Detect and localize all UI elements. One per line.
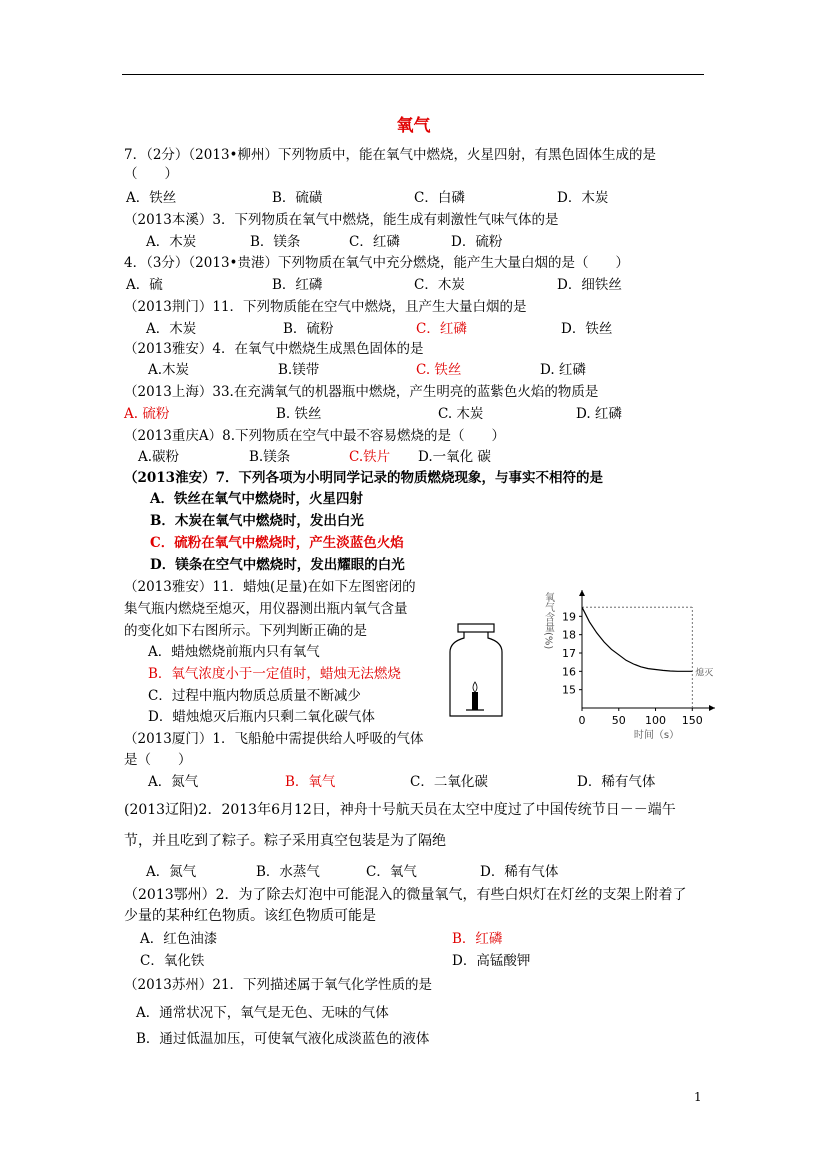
q5-option-c-answer: C. 铁丝 bbox=[416, 362, 462, 378]
q11-option-b: B．水蒸气 bbox=[256, 864, 320, 880]
q11-option-c: C．氧气 bbox=[366, 864, 417, 880]
jar-stopper bbox=[458, 624, 494, 632]
x-tick-label-100: 100 bbox=[645, 714, 667, 727]
q12-option-d: D．高锰酸钾 bbox=[452, 953, 531, 969]
q9-option-c: C．过程中瓶内物质总质量不断减少 bbox=[148, 688, 361, 704]
q6-option-d: D. 红磷 bbox=[576, 406, 622, 422]
q3-option-a: A．硫 bbox=[126, 277, 163, 293]
q2-option-c: C．红磷 bbox=[349, 234, 400, 250]
q6-option-a-answer: A. 硫粉 bbox=[124, 406, 170, 422]
q13-option-b: B．通过低温加压，可使氧气液化成淡蓝色的液体 bbox=[136, 1031, 430, 1047]
candle-flame bbox=[473, 682, 477, 692]
q5-stem: （2013雅安）4．在氧气中燃烧生成黑色固体的是 bbox=[124, 341, 424, 357]
q1-option-c: C．白磷 bbox=[414, 190, 465, 206]
y-tick-label-15: 15 bbox=[562, 683, 576, 697]
q10-stem-cont: 是（ ） bbox=[124, 752, 192, 768]
q10-option-a: A．氮气 bbox=[148, 774, 199, 790]
x-tick-label-150: 150 bbox=[681, 714, 703, 727]
q10-option-c: C．二氧化碳 bbox=[410, 774, 488, 790]
y-tick-label-19: 19 bbox=[562, 610, 576, 624]
q9-stem-line-3: 的变化如下右图所示。下列判断正确的是 bbox=[124, 623, 367, 639]
q4-stem: （2013荆门）11．下列物质能在空气中燃烧，且产生大量白烟的是 bbox=[124, 299, 527, 315]
q6-option-b: B. 铁丝 bbox=[276, 406, 322, 422]
q11-stem-cont: 节，并且吃到了粽子。粽子采用真空包装是为了隔绝 bbox=[124, 833, 446, 849]
q7-option-b: B.镁条 bbox=[249, 449, 291, 465]
q8-option-c-answer: C．硫粉在氧气中燃烧时，产生淡蓝色火焰 bbox=[150, 535, 404, 551]
q9-stem-line-1: （2013雅安）11．蜡烛(足量)在如下左图密闭的 bbox=[124, 579, 416, 595]
q9-option-b-answer: B．氧气浓度小于一定值时，蜡烛无法燃烧 bbox=[148, 666, 401, 682]
q8-option-a: A．铁丝在氧气中燃烧时，火星四射 bbox=[150, 491, 363, 507]
series-line-oxygen bbox=[582, 607, 692, 671]
q13-option-a: A．通常状况下，氧气是无色、无味的气体 bbox=[136, 1005, 389, 1021]
q10-stem: （2013厦门）1．飞船舱中需提供给人呼吸的气体 bbox=[124, 731, 424, 747]
q1-option-a: A．铁丝 bbox=[126, 190, 177, 206]
q11-option-d: D．稀有气体 bbox=[480, 864, 559, 880]
q7-stem: （2013重庆A）8.下列物质在空气中最不容易燃烧的是（ ） bbox=[124, 428, 505, 444]
q3-stem: 4．（3分）（2013•贵港）下列物质在氧气中充分燃烧，能产生大量白烟的是（ ） bbox=[124, 255, 629, 271]
q8-option-d: D．镁条在空气中燃烧时，发出耀眼的白光 bbox=[150, 557, 405, 573]
q4-option-d: D．铁丝 bbox=[561, 321, 613, 337]
q7-option-d: D.一氧化 碳 bbox=[418, 449, 491, 465]
q12-stem: （2013鄂州）2．为了除去灯泡中可能混入的微量氧气，有些白炽灯在灯丝的支架上附着了 bbox=[124, 887, 687, 903]
y-axis-label: 氧气含量(%) bbox=[542, 592, 554, 650]
q4-option-a: A．木炭 bbox=[146, 321, 197, 337]
page-number: 1 bbox=[694, 1090, 702, 1104]
y-tick-label-16: 16 bbox=[562, 665, 576, 679]
q10-option-d: D．稀有气体 bbox=[577, 774, 656, 790]
q9-stem-line-2: 集气瓶内燃烧至熄灭，用仪器测出瓶内氧气含量 bbox=[124, 601, 408, 617]
q2-option-b: B．镁条 bbox=[250, 234, 301, 250]
q3-option-b: B．红磷 bbox=[272, 277, 323, 293]
header-rule bbox=[122, 74, 704, 75]
curve-end-label: 熄灭 bbox=[695, 668, 714, 679]
x-tick-label-0: 0 bbox=[578, 714, 586, 727]
q4-option-b: B．硫粉 bbox=[283, 321, 334, 337]
x-axis-label: 时间（s） bbox=[633, 730, 680, 741]
q12-stem-cont: 少量的某种红色物质。该红色物质可能是 bbox=[124, 908, 376, 924]
q5-option-d: D. 红磷 bbox=[540, 362, 586, 378]
q4-option-c-answer: C．红磷 bbox=[416, 321, 467, 337]
y-tick-label-18: 18 bbox=[562, 628, 576, 642]
q7-option-c-answer: C.铁片 bbox=[349, 449, 391, 465]
y-tick-label-17: 17 bbox=[562, 647, 576, 660]
q1-stem: 7．（2分）（2013•柳州）下列物质中，能在氧气中燃烧，火星四射，有黑色固体生成的是 bbox=[124, 147, 656, 163]
x-tick-label-50: 50 bbox=[611, 714, 626, 727]
q3-option-c: C．木炭 bbox=[414, 277, 465, 293]
q5-option-b: B.镁带 bbox=[278, 362, 320, 378]
q9-option-a: A．蜡烛燃烧前瓶内只有氧气 bbox=[148, 644, 320, 660]
q3-option-d: D．细铁丝 bbox=[557, 277, 622, 293]
x-axis-arrow bbox=[709, 705, 715, 711]
q8-stem: （2013淮安）7．下列各项为小明同学记录的物质燃烧现象，与事实不相符的是 bbox=[124, 470, 603, 486]
q1-option-b: B．硫磺 bbox=[272, 190, 323, 206]
q12-option-a: A．红色油漆 bbox=[140, 931, 218, 947]
candle bbox=[472, 692, 478, 710]
q1-option-d: D．木炭 bbox=[557, 190, 609, 206]
q2-option-d: D．硫粉 bbox=[451, 234, 503, 250]
q12-option-b-answer: B．红磷 bbox=[452, 931, 503, 947]
q7-option-a: A.碳粉 bbox=[138, 449, 180, 465]
q6-stem: （2013上海）33.在充满氧气的机器瓶中燃烧，产生明亮的蓝紫色火焰的物质是 bbox=[124, 384, 599, 400]
page-title: 氧气 bbox=[396, 116, 431, 136]
gas-jar-figure bbox=[446, 622, 506, 722]
q1-stem-cont: （ ） bbox=[124, 166, 178, 182]
q6-option-c: C. 木炭 bbox=[438, 406, 484, 422]
oxygen-content-chart bbox=[540, 578, 720, 768]
y-axis-arrow bbox=[579, 590, 585, 596]
q5-option-a: A.木炭 bbox=[148, 362, 190, 378]
q8-option-b: B．木炭在氧气中燃烧时，发出白光 bbox=[150, 513, 364, 529]
q13-stem: （2013苏州）21．下列描述属于氧气化学性质的是 bbox=[124, 977, 433, 993]
q11-stem: (2013辽阳)2．2013年6月12日，神舟十号航天员在太空中度过了中国传统节日－－端午 bbox=[124, 802, 676, 818]
q10-option-b-answer: B．氧气 bbox=[285, 774, 336, 790]
q11-option-a: A．氮气 bbox=[146, 864, 197, 880]
q2-option-a: A．木炭 bbox=[146, 234, 197, 250]
q9-option-d: D．蜡烛熄灭后瓶内只剩二氧化碳气体 bbox=[148, 709, 375, 725]
q2-stem: （2013本溪）3．下列物质在氧气中燃烧，能生成有刺激性气味气体的是 bbox=[124, 212, 559, 228]
q12-option-c: C．氧化铁 bbox=[140, 953, 205, 969]
